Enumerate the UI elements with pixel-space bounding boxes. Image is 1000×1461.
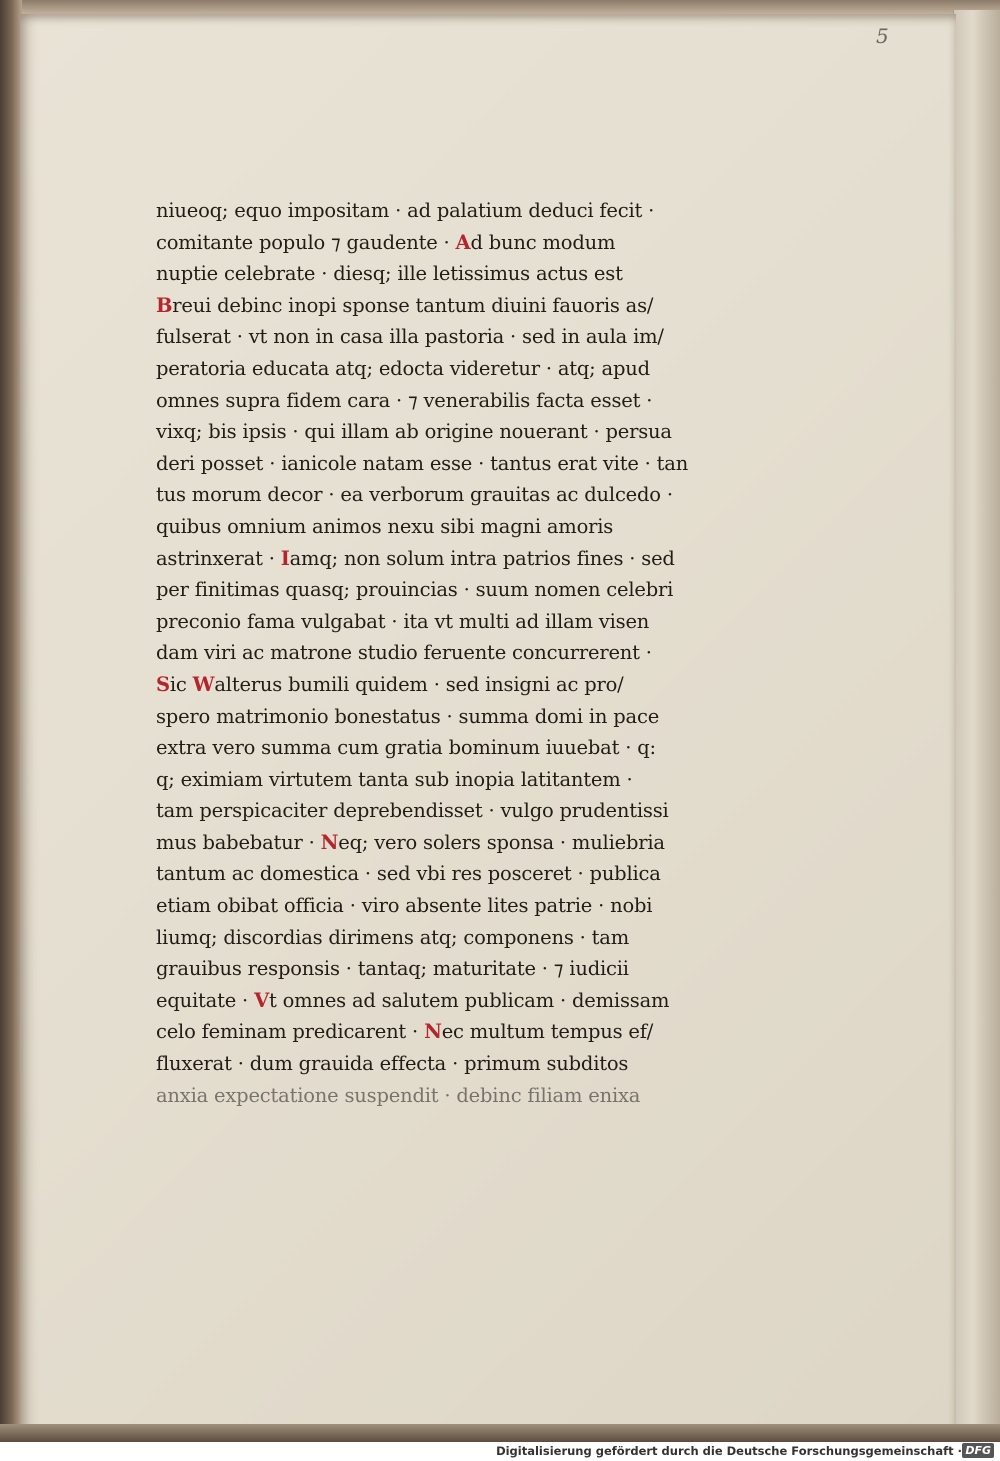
text-line bbox=[156, 795, 696, 827]
line-text: niueoq; equo impositam · ad palatium deduci fecit · bbox=[156, 199, 655, 222]
text-line bbox=[156, 1048, 696, 1080]
line-text: extra vero summa cum gratia bominum iuuebat · q: bbox=[156, 736, 656, 760]
text-line bbox=[156, 195, 696, 227]
line-text: reui debinc inopi sponse tantum diuini fauoris as/ bbox=[172, 293, 654, 317]
text-line bbox=[156, 669, 696, 701]
line-text-continued: alterus bumili quidem · sed insigni ac pro/ bbox=[214, 672, 624, 696]
line-text: comitante populo ⁊ gaudente · bbox=[156, 230, 456, 254]
line-text: tantum ac domestica · sed vbi res posceret · publica bbox=[156, 862, 661, 886]
text-line bbox=[156, 764, 696, 796]
line-text: tam perspicaciter deprebendisset · vulgo prudentissi bbox=[156, 799, 669, 823]
digitization-credit: Digitalisierung gefördert durch die Deutsche Forschungsgemeinschaft · bbox=[496, 1444, 962, 1458]
text-line bbox=[156, 353, 696, 385]
rubricated-initial: N bbox=[424, 1020, 442, 1044]
rubricated-initial: A bbox=[455, 230, 471, 254]
text-line bbox=[156, 385, 696, 417]
text-line bbox=[156, 416, 696, 448]
text-line bbox=[156, 448, 696, 480]
text-line bbox=[156, 290, 696, 322]
line-text: vixq; bis ipsis · qui illam ab origine nouerant · persua bbox=[156, 420, 672, 444]
line-text-continued: t omnes ad salutem publicam · demissam bbox=[269, 988, 670, 1012]
line-text: preconio fama vulgabat · ita vt multi ad illam visen bbox=[156, 609, 650, 633]
line-text: mus babebatur · bbox=[156, 830, 321, 854]
incunable-text-block bbox=[156, 195, 696, 1111]
line-text-continued: eq; vero solers sponsa · muliebria bbox=[338, 830, 665, 854]
line-text: quibus omnium animos nexu sibi magni amoris bbox=[156, 514, 614, 538]
text-line bbox=[156, 543, 696, 575]
text-line bbox=[156, 890, 696, 922]
text-line bbox=[156, 321, 696, 353]
text-line bbox=[156, 637, 696, 669]
text-line bbox=[156, 606, 696, 638]
text-line bbox=[156, 701, 696, 733]
line-text: fluxerat · dum grauida effecta · primum subditos bbox=[156, 1052, 629, 1076]
text-line bbox=[156, 953, 696, 985]
text-line bbox=[156, 985, 696, 1017]
folio-number: 5 bbox=[876, 24, 889, 48]
line-text: q; eximiam virtutem tanta sub inopia latitantem · bbox=[156, 767, 633, 791]
text-line bbox=[156, 511, 696, 543]
text-line bbox=[156, 1080, 696, 1112]
line-text: anxia expectatione suspendit · debinc filiam enixa bbox=[156, 1083, 641, 1107]
rubricated-initial: B bbox=[156, 293, 173, 317]
page-fore-edge bbox=[953, 10, 1000, 1440]
text-line bbox=[156, 1016, 696, 1048]
line-text-continued: d bunc modum bbox=[470, 230, 616, 254]
line-text-continued: amq; non solum intra patrios fines · sed bbox=[289, 546, 675, 570]
line-text: ic bbox=[169, 672, 193, 696]
line-text: celo feminam predicarent · bbox=[156, 1020, 425, 1044]
line-text: liumq; discordias dirimens atq; componens · tam bbox=[156, 925, 630, 949]
line-text: deri posset · ianicole natam esse · tantus erat vite · tan bbox=[156, 451, 689, 475]
text-line bbox=[156, 258, 696, 290]
binding-left-edge bbox=[0, 0, 22, 1442]
line-text: fulserat · vt non in casa illa pastoria · sed in aula im/ bbox=[156, 325, 664, 349]
line-text: grauibus responsis · tantaq; maturitate · ⁊ iudicii bbox=[156, 957, 629, 981]
line-text: spero matrimonio bonestatus · summa domi in pace bbox=[156, 704, 660, 728]
line-text: per finitimas quasq; prouincias · suum nomen celebri bbox=[156, 578, 674, 602]
rubricated-initial: N bbox=[320, 830, 339, 854]
text-line bbox=[156, 922, 696, 954]
line-text: nuptie celebrate · diesq; ille letissimus actus est bbox=[156, 262, 623, 286]
text-line bbox=[156, 858, 696, 890]
text-line bbox=[156, 827, 696, 859]
text-line bbox=[156, 574, 696, 606]
text-line bbox=[156, 732, 696, 764]
line-text: equitate · bbox=[156, 988, 255, 1012]
rubricated-initial: S bbox=[156, 672, 170, 696]
binding-bottom-edge bbox=[0, 1424, 1000, 1442]
line-text: dam viri ac matrone studio feruente concurrerent · bbox=[156, 641, 652, 665]
line-text: etiam obibat officia · viro absente lites patrie · nobi bbox=[156, 894, 653, 918]
line-text-continued: ec multum tempus ef/ bbox=[441, 1020, 654, 1044]
rubricated-initial: V bbox=[254, 988, 269, 1012]
text-line bbox=[156, 479, 696, 511]
rubricated-initial: I bbox=[280, 546, 290, 570]
line-text: tus morum decor · ea verborum grauitas ac dulcedo · bbox=[156, 483, 673, 507]
rubricated-initial: W bbox=[192, 672, 215, 696]
text-line bbox=[156, 227, 696, 259]
line-text: astrinxerat · bbox=[156, 546, 281, 570]
dfg-logo: DFG bbox=[962, 1443, 994, 1458]
line-text: peratoria educata atq; edocta videretur · atq; apud bbox=[156, 356, 650, 380]
line-text: omnes supra fidem cara · ⁊ venerabilis facta esset · bbox=[156, 388, 653, 412]
